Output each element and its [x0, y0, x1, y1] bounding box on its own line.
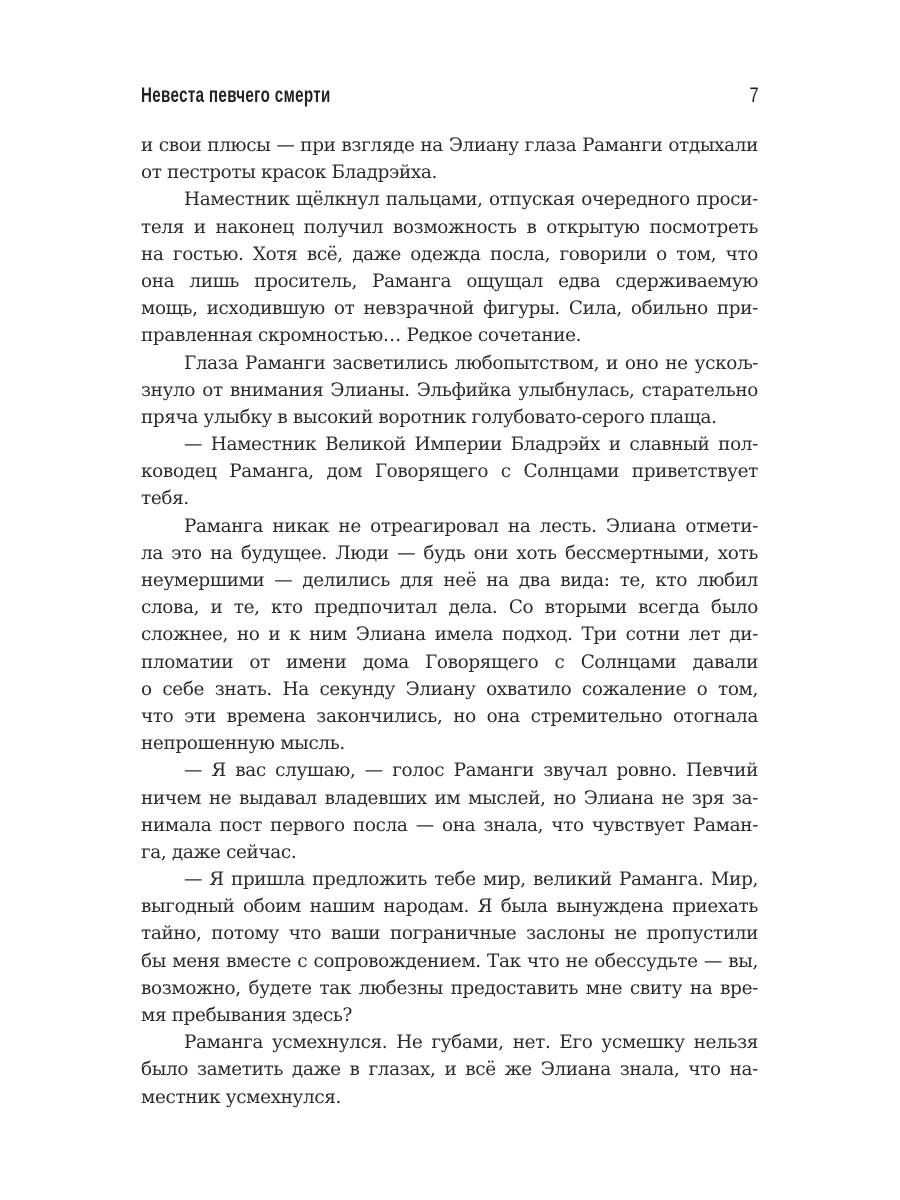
text-line: Раманга усмехнулся. Не губами, нет. Его усмешку нельзя	[184, 1032, 758, 1054]
text-line: о себе знать. На секунду Элиану охватило сожаление о том,	[141, 678, 758, 700]
text-line: сложнее, но и к ним Элиана имела подход. Три сотни лет ди-	[141, 624, 758, 646]
text-line: мя пребывания здесь?	[141, 1005, 353, 1026]
paragraph	[141, 431, 758, 513]
text-line: тебя.	[141, 488, 189, 510]
text-line: неумершими — делились для неё на два вида: те, кто любил	[141, 570, 758, 591]
text-line: слова, и те, кто предпочитал дела. Со вторыми всегда было	[141, 597, 758, 619]
text-line: местник усмехнулся.	[141, 1086, 342, 1108]
text-line: возможно, будете так любезны предоставить мне свиту на вре-	[141, 977, 758, 999]
paragraph	[141, 350, 758, 432]
text-line: непрошенную мысль.	[141, 733, 345, 755]
text-line: ничем не выдавал владевших им мыслей, но Элиана не зря за-	[141, 787, 758, 809]
page-number: 7	[749, 84, 759, 107]
page-header	[141, 84, 759, 114]
text-line: она лишь проситель, Раманга ощущал едва сдерживаемую	[141, 270, 758, 292]
text-line: га, даже сейчас.	[141, 841, 297, 863]
text-line: и свои плюсы — при взгляде на Элиану глаза Раманги отдыхали	[141, 135, 758, 156]
text-line: — Я вас слушаю, — голос Раманги звучал ровно. Певчий	[184, 760, 758, 782]
text-line: было заметить даже в глазах, и всё же Элиана знала, что на-	[141, 1059, 758, 1081]
text-line: ла это на будущее. Люди — будь они хоть бессмертными, хоть	[141, 542, 758, 564]
text-line: мощь, исходившую от невзрачной фигуры. Сила, обильно при-	[141, 298, 758, 320]
text-line: на гостью. Хотя всё, даже одежда посла, говорили о том, что	[141, 243, 758, 265]
running-title: Невеста певчего смерти	[141, 84, 331, 107]
text-line: нимала пост первого посла — она знала, что чувствует Раман-	[141, 814, 758, 836]
text-line: знуло от внимания Элианы. Эльфийка улыбнулась, старательно	[141, 379, 758, 401]
paragraph	[141, 757, 758, 866]
text-line: — Я пришла предложить тебе мир, великий Раманга. Мир,	[184, 869, 758, 891]
text-line: выгодный обоим нашим народам. Я была вынуждена приехать	[141, 896, 758, 918]
text-line: тайно, потому что ваши пограничные заслоны не пропустили	[141, 923, 758, 945]
text-line: Наместник щёлкнул пальцами, отпуская очередного проси-	[184, 189, 758, 211]
text-line: бы меня вместе с сопровождением. Так что не обессудьте — вы,	[141, 950, 758, 972]
text-line: от пестроты красок Бладрэйха.	[141, 162, 437, 184]
text-line: Глаза Раманги засветились любопытством, и оно не ускољ-	[184, 352, 758, 374]
paragraph	[141, 186, 758, 349]
text-line: правленная скромностью… Редкое сочетание.	[141, 325, 582, 347]
text-line: пломатии от имени дома Говорящего с Солнцами давали	[141, 651, 758, 673]
text-line: — Наместник Великой Империи Бладрэйх и славный пол-	[184, 434, 758, 456]
paragraph	[141, 866, 758, 1029]
text-line: теля и наконец получил возможность в открытую посмотреть	[141, 216, 758, 238]
text-line: Раманга никак не отреагировал на лесть. Элиана отмети-	[184, 515, 758, 537]
text-line: ководец Раманга, дом Говорящего с Солнцами приветствует	[141, 461, 758, 483]
text-line: что эти времена закончились, но она стремительно отогнала	[141, 705, 758, 727]
paragraph	[141, 132, 758, 186]
text-line: пряча улыбку в высокий воротник голубовато-серого плаща.	[141, 406, 717, 428]
paragraph	[141, 1029, 758, 1111]
paragraph	[141, 513, 758, 758]
body-text	[141, 132, 758, 1111]
